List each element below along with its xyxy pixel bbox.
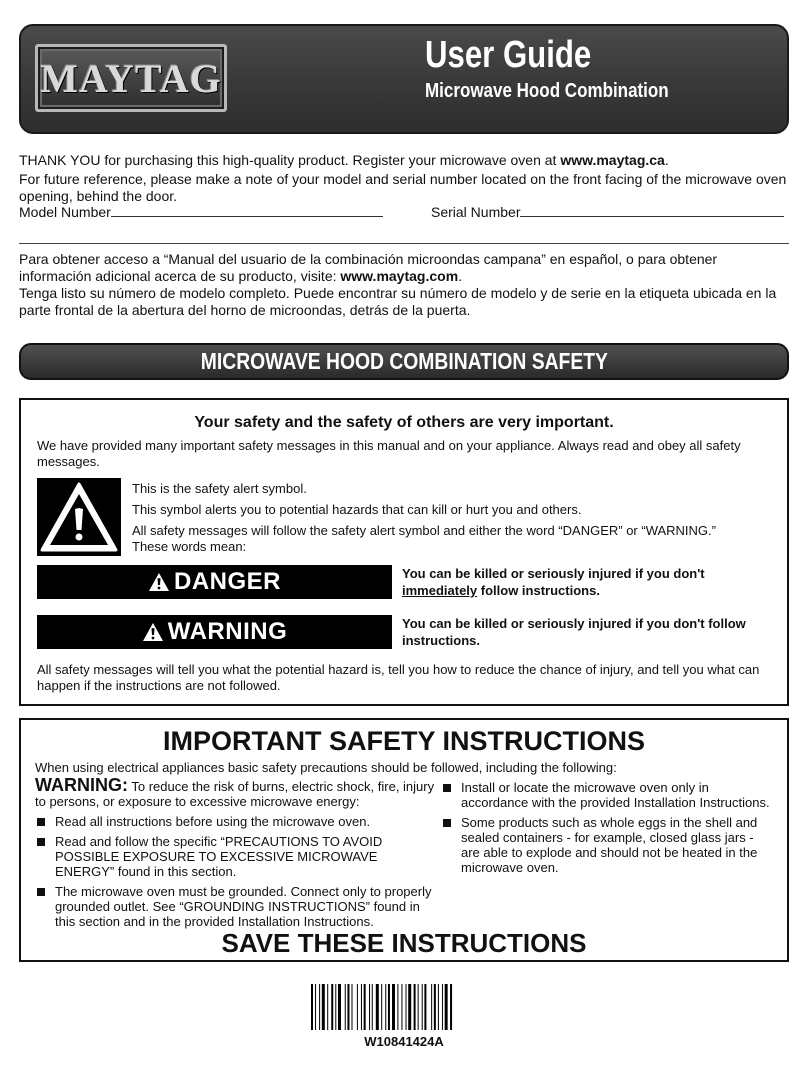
list-item: Install or locate the microwave oven only in accordance with the provided Installation Instructions. <box>441 780 771 810</box>
document-title: User Guide <box>425 34 592 76</box>
save-instructions-heading: SAVE THESE INSTRUCTIONS <box>221 928 587 958</box>
safety-alert-icon <box>37 478 121 556</box>
warning-lead: WARNING: <box>35 775 128 795</box>
warning-alert-icon <box>142 622 164 642</box>
spanish-text-1: Para obtener acceso a “Manual del usuario de la combinación microondas campana” en español, o para obtener información adicional acerca de su producto, visite: <box>19 251 718 284</box>
brand-logo <box>35 44 227 112</box>
list-item: Some products such as whole eggs in the shell and sealed containers - for example, closed glass jars - are able to explode and should not be heated in the microwave oven. <box>441 815 771 875</box>
thanks-end: . <box>664 152 669 168</box>
list-item: Read and follow the specific “PRECAUTIONS TO AVOID POSSIBLE EXPOSURE TO EXCESSIVE MICROWAVE ENERGY” found in this section. <box>35 834 435 879</box>
danger-label: DANGER <box>173 568 281 595</box>
list-item: Read all instructions before using the microwave oven. <box>35 814 435 829</box>
safety-messages-box <box>19 398 789 706</box>
alert-line-1: This is the safety alert symbol. <box>132 481 307 496</box>
header-banner <box>19 24 789 134</box>
brand-logo-text: MAYTAG <box>40 55 222 101</box>
danger-text-emphasis: immediately <box>402 583 478 598</box>
safety-section-banner <box>19 343 789 380</box>
thanks-paragraph <box>19 152 789 169</box>
safety-closing: All safety messages will tell you what the potential hazard is, tell you how to reduce the chance of injury, and tell you what can happen if the instructions are not followed. <box>37 662 760 693</box>
warning-statement <box>35 775 435 809</box>
list-item: The microwave oven must be grounded. Connect only to properly grounded outlet. See “GROUNDING INSTRUCTIONS” found in this section and in the provided Installation Instructions. <box>35 884 435 929</box>
register-url[interactable]: www.maytag.ca <box>560 152 665 168</box>
spanish-url[interactable]: www.maytag.com <box>340 268 459 284</box>
danger-text-a: You can be killed or seriously injured if you don't <box>402 566 705 581</box>
document-subtitle: Microwave Hood Combination <box>425 80 669 102</box>
warning-description: You can be killed or seriously injured if you don't follow instructions. <box>402 616 746 648</box>
model-number-label: Model Number <box>19 204 111 220</box>
model-number-field <box>19 204 383 220</box>
important-heading: IMPORTANT SAFETY INSTRUCTIONS <box>162 726 645 756</box>
danger-alert-icon <box>148 572 170 592</box>
warning-statement-text: To reduce the risk of burns, electric shock, fire, injury to persons, or exposure to excessive microwave energy: <box>35 779 435 809</box>
alert-line-2: This symbol alerts you to potential hazards that can kill or hurt you and others. <box>132 502 582 517</box>
important-safety-box <box>19 718 789 962</box>
spanish-end: . <box>458 268 463 284</box>
alert-line-4: These words mean: <box>132 539 247 554</box>
serial-number-label: Serial Number <box>431 204 521 220</box>
safety-heading: Your safety and the safety of others are very important. <box>194 414 614 431</box>
danger-text-b: follow instructions. <box>477 583 600 598</box>
serial-number-field <box>431 204 784 220</box>
warning-signal-word <box>37 615 392 649</box>
safety-intro: We have provided many important safety messages in this manual and on your appliance. Always read and obey all safety messages. <box>37 438 741 469</box>
barcode <box>311 984 495 1030</box>
right-column <box>441 780 771 875</box>
left-column <box>35 775 435 929</box>
warning-label: WARNING <box>167 618 288 645</box>
important-subheading: When using electrical appliances basic safety precautions should be followed, including the following: <box>35 760 617 775</box>
danger-description <box>402 565 782 599</box>
thanks-text: THANK YOU for purchasing this high-quality product. Register your microwave oven at <box>19 152 561 168</box>
model-number-blank[interactable] <box>111 205 383 217</box>
alert-line-3: All safety messages will follow the safety alert symbol and either the word “DANGER” or “WARNING.” <box>132 523 716 538</box>
spanish-paragraph-1 <box>19 251 789 285</box>
divider-line <box>19 243 789 244</box>
safety-section-title: MICROWAVE HOOD COMBINATION SAFETY <box>200 348 608 374</box>
serial-number-blank[interactable] <box>520 205 784 217</box>
part-number: W10841424A <box>364 1034 444 1049</box>
danger-signal-word <box>37 565 392 599</box>
spanish-paragraph-2: Tenga listo su número de modelo completo. Puede encontrar su número de modelo y de serie en la etiqueta ubicada en la parte frontal de la abertura del horno de microondas, detrás de la puerta. <box>19 285 777 318</box>
reference-paragraph: For future reference, please make a note of your model and serial number located on the front facing of the microwave oven opening, behind the door. <box>19 171 787 204</box>
